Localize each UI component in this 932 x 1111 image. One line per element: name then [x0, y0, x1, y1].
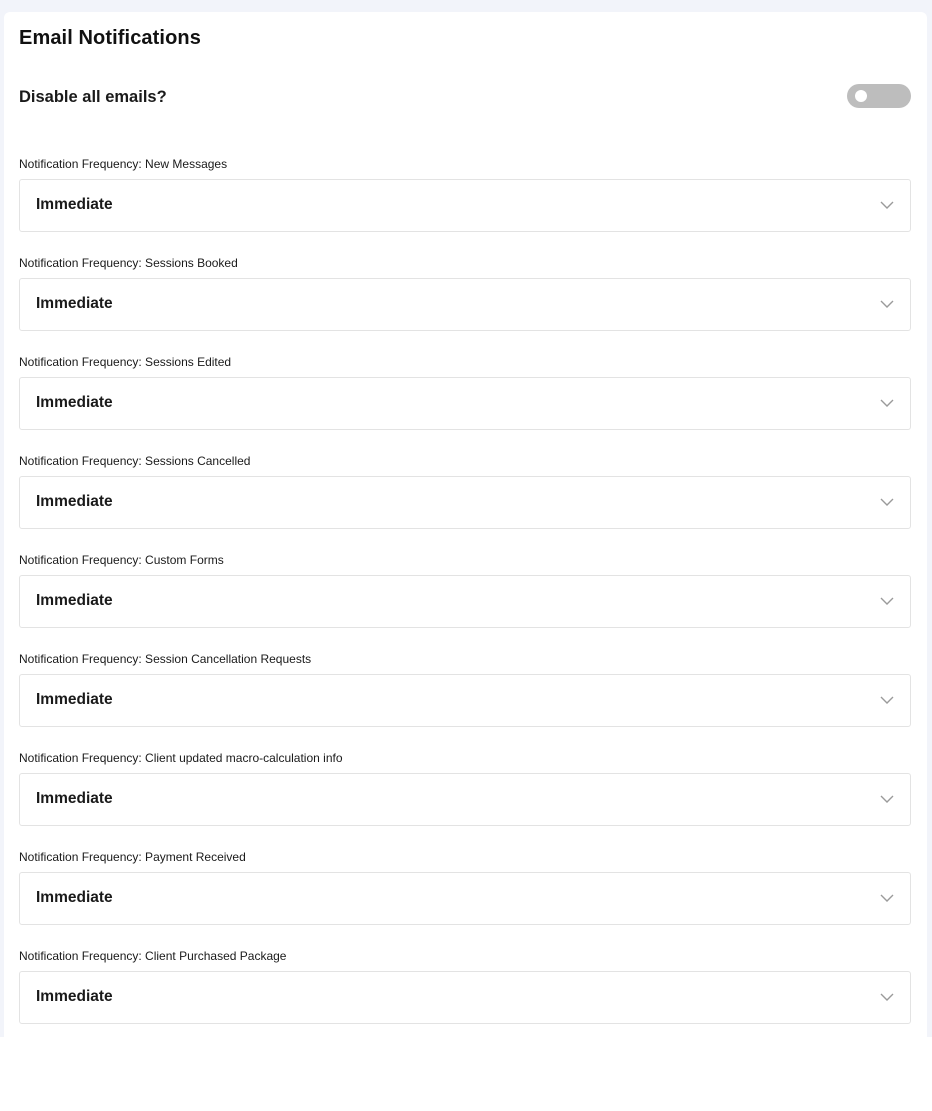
frequency-select-client-purchased-package[interactable]	[19, 971, 911, 1024]
field-label: Notification Frequency: Custom Forms	[19, 553, 224, 567]
email-notifications-card	[4, 12, 927, 1042]
chevron-down-icon	[880, 794, 894, 804]
section-title: Email Notifications	[19, 27, 201, 49]
chevron-down-icon	[880, 398, 894, 408]
frequency-select-sessions-cancelled[interactable]	[19, 476, 911, 529]
field-payment-received	[19, 849, 911, 906]
frequency-select-sessions-edited[interactable]	[19, 377, 911, 430]
field-label: Notification Frequency: Client Purchased Package	[19, 949, 287, 963]
field-sessions-edited	[19, 354, 911, 411]
chevron-down-icon	[880, 497, 894, 507]
frequency-select-client-updated-macro-info[interactable]	[19, 773, 911, 826]
chevron-down-icon	[880, 695, 894, 705]
select-value: Immediate	[36, 295, 113, 312]
field-new-messages	[19, 156, 911, 213]
select-value: Immediate	[36, 988, 113, 1005]
chevron-down-icon	[880, 596, 894, 606]
chevron-down-icon	[880, 992, 894, 1002]
select-value: Immediate	[36, 889, 113, 906]
select-value: Immediate	[36, 196, 113, 213]
field-label: Notification Frequency: Sessions Edited	[19, 355, 232, 369]
field-session-cancellation-requests	[19, 651, 911, 708]
select-value: Immediate	[36, 790, 113, 807]
field-custom-forms	[19, 552, 911, 609]
frequency-select-custom-forms[interactable]	[19, 575, 911, 628]
frequency-select-payment-received[interactable]	[19, 872, 911, 925]
field-client-updated-macro-info	[19, 750, 911, 807]
field-label: Notification Frequency: Session Cancellation Requests	[19, 652, 312, 666]
field-sessions-cancelled	[19, 453, 911, 510]
disable-all-emails-label: Disable all emails?	[19, 88, 167, 106]
frequency-select-session-cancellation-requests[interactable]	[19, 674, 911, 727]
frequency-select-sessions-booked[interactable]	[19, 278, 911, 331]
disable-all-emails-row	[19, 86, 911, 110]
field-client-purchased-package	[19, 948, 911, 1005]
select-value: Immediate	[36, 493, 113, 510]
toggle-knob	[855, 90, 867, 102]
field-sessions-booked	[19, 255, 911, 312]
field-label: Notification Frequency: New Messages	[19, 157, 228, 171]
disable-all-emails-toggle[interactable]	[847, 84, 911, 108]
field-label: Notification Frequency: Sessions Cancelled	[19, 454, 251, 468]
chevron-down-icon	[880, 893, 894, 903]
select-value: Immediate	[36, 394, 113, 411]
select-value: Immediate	[36, 592, 113, 609]
field-label: Notification Frequency: Client updated macro-calculation info	[19, 751, 343, 765]
field-label: Notification Frequency: Payment Received	[19, 850, 246, 864]
select-value: Immediate	[36, 691, 113, 708]
chevron-down-icon	[880, 299, 894, 309]
field-label: Notification Frequency: Sessions Booked	[19, 256, 238, 270]
chevron-down-icon	[880, 200, 894, 210]
frequency-select-new-messages[interactable]	[19, 179, 911, 232]
